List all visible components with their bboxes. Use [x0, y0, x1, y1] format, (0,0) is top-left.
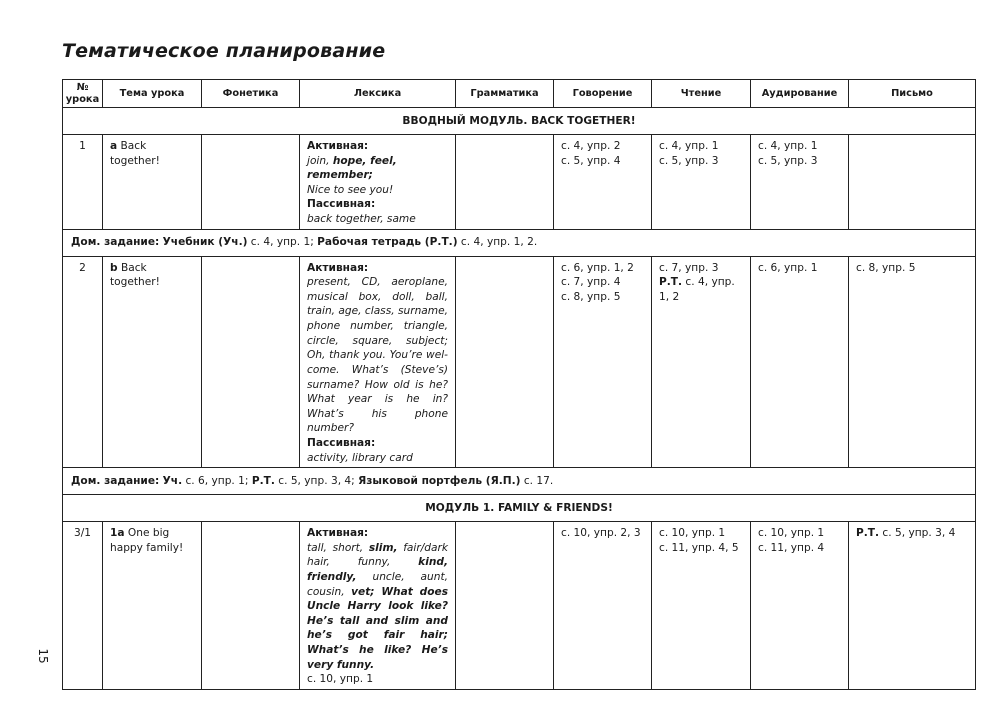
- lesson-phonetics: [202, 522, 300, 690]
- lesson-phonetics: [202, 135, 300, 230]
- lesson-reading: с. 7, упр. 3 Р.Т. с. 4, упр. 1, 2: [652, 256, 751, 468]
- section-title-module1: МОДУЛЬ 1. FAMILY & FRIENDS!: [63, 495, 976, 522]
- homework-text: Дом. задание: Уч. с. 6, упр. 1; Р.Т. с. 5, упр. 3, 4; Языковой портфель (Я.П.) с. 17.: [63, 468, 976, 495]
- header-phonetics: Фонетика: [202, 80, 300, 108]
- lesson-number: 1: [63, 135, 103, 230]
- planning-table: [62, 79, 976, 690]
- lesson-number: 3/1: [63, 522, 103, 690]
- lesson-topic: 1a One big happy family!: [103, 522, 202, 690]
- section-row: [63, 108, 976, 135]
- lesson-reading: с. 10, упр. 1 с. 11, упр. 4, 5: [652, 522, 751, 690]
- header-num: № урока: [63, 80, 103, 108]
- lesson-vocabulary: Активная: tall, short, slim, fair/dark hair, funny, kind, friendly, uncle, aunt, cousin, vet; What does Uncle Harry look like? He’s tall and slim and he’s got fair hair; What’s he like? He’s very funny. с. 10, упр. 1: [300, 522, 456, 690]
- lesson-grammar: [456, 135, 554, 230]
- lesson-reading: с. 4, упр. 1 с. 5, упр. 3: [652, 135, 751, 230]
- lesson-speaking: с. 4, упр. 2 с. 5, упр. 4: [554, 135, 652, 230]
- lesson-topic: b Back together!: [103, 256, 202, 468]
- lesson-speaking: с. 6, упр. 1, 2 с. 7, упр. 4 с. 8, упр. 5: [554, 256, 652, 468]
- header-vocabulary: Лексика: [300, 80, 456, 108]
- lesson-grammar: [456, 522, 554, 690]
- page-number: 15: [36, 648, 50, 664]
- lesson-topic: a Back together!: [103, 135, 202, 230]
- homework-row: [63, 229, 976, 256]
- lesson-listening: с. 4, упр. 1 с. 5, упр. 3: [751, 135, 849, 230]
- page-title: Тематическое планирование: [62, 40, 386, 62]
- header-row: [63, 80, 976, 108]
- lesson-vocabulary: Активная: join, hope, feel, remember; Nice to see you! Пассивная: back together, same: [300, 135, 456, 230]
- lesson-vocabulary: Активная: present, CD, aeroplane, musical box, doll, ball, train, age, class, surname, phone number, triangle, circle, square, subject; Oh, thank you. You’re wel-come. What’s (Steve’s) surname? How old is he? What year is he in? What’s his phone number? Пассивная: activity, library card: [300, 256, 456, 468]
- lesson-grammar: [456, 256, 554, 468]
- lesson-listening: с. 10, упр. 1 с. 11, упр. 4: [751, 522, 849, 690]
- header-reading: Чтение: [652, 80, 751, 108]
- lesson-row: [63, 256, 976, 468]
- lesson-listening: с. 6, упр. 1: [751, 256, 849, 468]
- lesson-row: [63, 522, 976, 690]
- lesson-speaking: с. 10, упр. 2, 3: [554, 522, 652, 690]
- header-speaking: Говорение: [554, 80, 652, 108]
- header-writing: Письмо: [849, 80, 976, 108]
- section-title-intro: ВВОДНЫЙ МОДУЛЬ. BACK TOGETHER!: [63, 108, 976, 135]
- section-row: [63, 495, 976, 522]
- lesson-row: [63, 135, 976, 230]
- lesson-writing: Р.Т. с. 5, упр. 3, 4: [849, 522, 976, 690]
- lesson-phonetics: [202, 256, 300, 468]
- header-grammar: Грамматика: [456, 80, 554, 108]
- homework-row: [63, 468, 976, 495]
- lesson-number: 2: [63, 256, 103, 468]
- header-topic: Тема урока: [103, 80, 202, 108]
- header-listening: Аудирование: [751, 80, 849, 108]
- lesson-writing: [849, 135, 976, 230]
- lesson-writing: с. 8, упр. 5: [849, 256, 976, 468]
- homework-text: Дом. задание: Учебник (Уч.) с. 4, упр. 1; Рабочая тетрадь (Р.Т.) с. 4, упр. 1, 2.: [63, 229, 976, 256]
